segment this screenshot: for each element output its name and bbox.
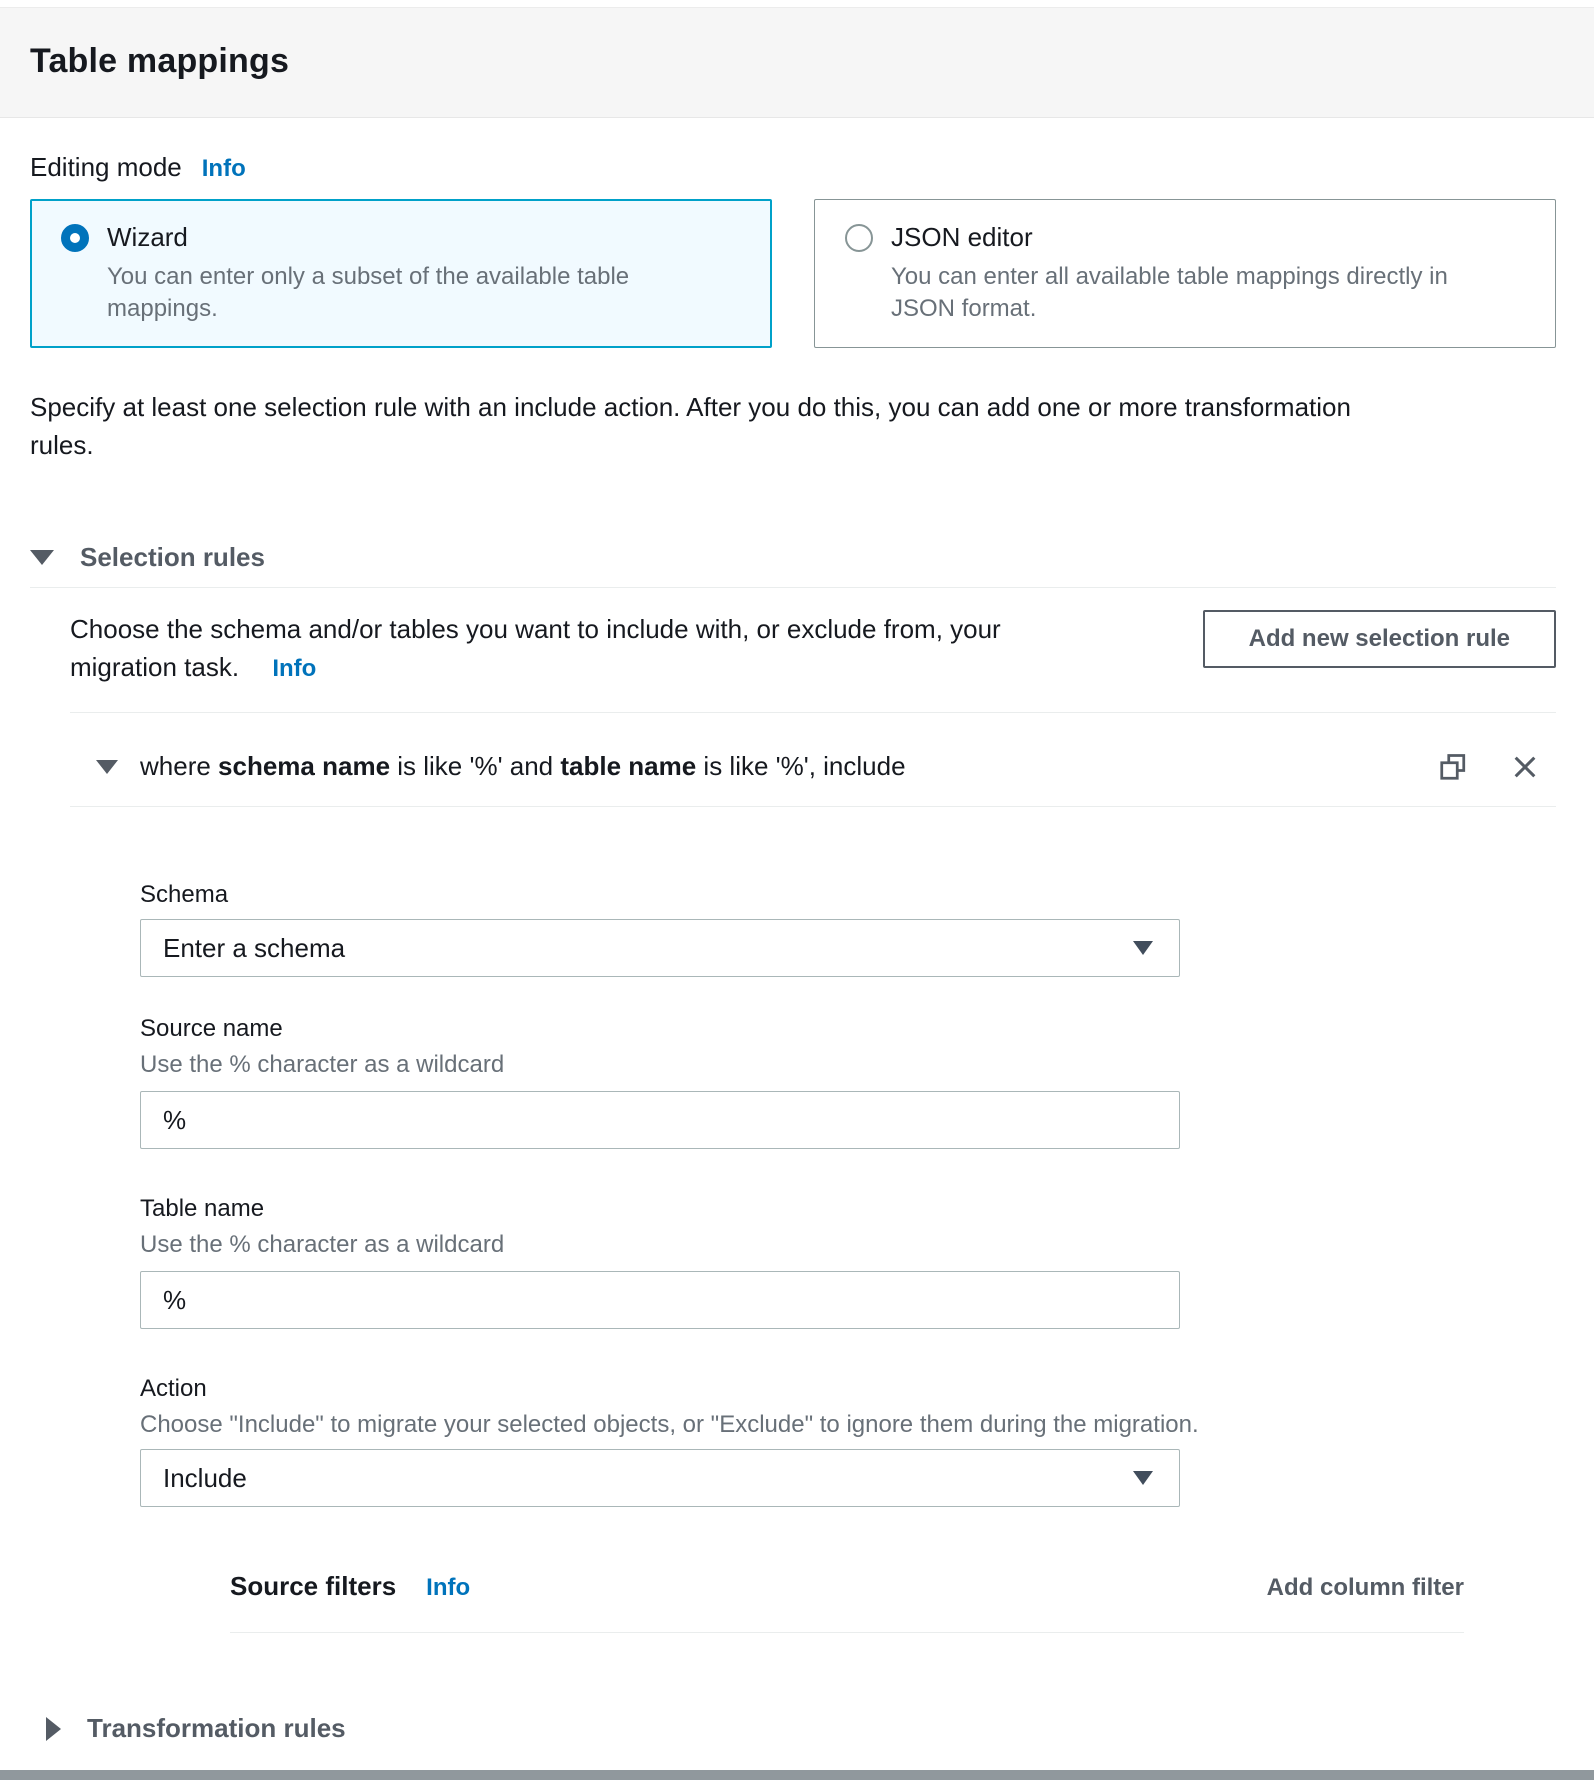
source-filters-row: [230, 1571, 1464, 1602]
table-name-label: Table name: [140, 1195, 265, 1222]
chevron-right-icon: [46, 1717, 61, 1741]
add-column-filter-button[interactable]: Add column filter: [1266, 1574, 1464, 1601]
action-hint: Choose "Include" to migrate your selected objects, or "Exclude" to ignore them during the migration.: [140, 1411, 1199, 1438]
transformation-rules-section-header[interactable]: [46, 1713, 1556, 1744]
rule-summary: [140, 751, 906, 782]
selection-rule-body: [30, 881, 1556, 1633]
source-filters-label: Source filters: [230, 1571, 397, 1601]
schema-label: Schema: [140, 881, 229, 908]
selection-rule-header: [30, 713, 1556, 806]
source-filters-divider: [230, 1632, 1464, 1633]
json-editor-radio-button[interactable]: [845, 224, 873, 252]
source-name-label: Source name: [140, 1015, 283, 1042]
action-select[interactable]: [140, 1449, 1180, 1507]
wizard-mode-description: You can enter only a subset of the available table mappings.: [107, 263, 630, 322]
rule-chevron-down-icon[interactable]: [96, 760, 118, 774]
select-caret-icon: [1133, 1471, 1153, 1485]
selection-rules-title: Selection rules: [80, 542, 265, 572]
bottom-panel-edge: [0, 1770, 1594, 1780]
intro-text: Specify at least one selection rule with an include action. After you do this, you can add one or more transformation rules.: [30, 392, 1351, 460]
wizard-radio-label: Wizard: [107, 222, 188, 252]
source-name-hint: Use the % character as a wildcard: [140, 1051, 505, 1078]
selection-rules-description: [70, 610, 1074, 688]
schema-select[interactable]: [140, 919, 1180, 977]
table-name-input[interactable]: [140, 1271, 1180, 1329]
wizard-radio-button[interactable]: [61, 224, 89, 252]
close-icon[interactable]: [1510, 752, 1540, 782]
editing-mode-cards: [30, 199, 1556, 348]
select-caret-icon: [1133, 941, 1153, 955]
selection-rules-description-text: Choose the schema and/or tables you want to include with, or exclude from, your migration task.: [70, 614, 1001, 682]
action-select-value: Include: [163, 1462, 247, 1493]
panel-header: [0, 8, 1594, 118]
rule-summary-schema: schema name: [218, 751, 391, 781]
json-editor-mode-card[interactable]: [814, 199, 1556, 348]
add-selection-rule-button[interactable]: Add new selection rule: [1203, 610, 1556, 668]
json-editor-mode-description: You can enter all available table mappings directly in JSON format.: [891, 263, 1448, 322]
page-title: Table mappings: [30, 42, 290, 80]
table-name-hint: Use the % character as a wildcard: [140, 1231, 505, 1258]
rule-summary-suffix: is like '%', include: [696, 751, 906, 781]
wizard-mode-card[interactable]: [30, 199, 772, 348]
rule-summary-table: table name: [560, 751, 697, 781]
selection-rules-toolbar: [30, 610, 1556, 688]
schema-field-group: [140, 881, 1180, 977]
source-name-input[interactable]: [140, 1091, 1180, 1149]
rule-summary-mid: is like '%' and: [390, 751, 561, 781]
selection-rules-section-header[interactable]: [30, 542, 1556, 573]
transformation-rules-title: Transformation rules: [87, 1713, 346, 1743]
panel-content: [0, 118, 1594, 1744]
selection-rules-info-link[interactable]: Info: [272, 655, 317, 682]
schema-select-value: Enter a schema: [163, 932, 346, 963]
section-divider: [30, 587, 1556, 588]
editing-mode-info-link[interactable]: Info: [201, 155, 246, 182]
source-filters-section: [230, 1571, 1464, 1633]
editing-mode-label: Editing mode: [30, 152, 182, 182]
action-field-group: [140, 1375, 1594, 1507]
source-filters-info-link[interactable]: Info: [426, 1574, 471, 1601]
rule-summary-prefix: where: [140, 751, 219, 781]
table-name-field-group: [140, 1195, 1180, 1329]
source-name-field-group: [140, 1015, 1180, 1149]
copy-icon[interactable]: [1438, 752, 1468, 782]
chevron-down-icon: [30, 550, 54, 565]
rule-actions: [1438, 752, 1548, 782]
rule-header-divider: [70, 806, 1556, 807]
action-label: Action: [140, 1375, 207, 1402]
json-editor-radio-label: JSON editor: [891, 222, 1033, 252]
wizard-mode-card-top: [61, 222, 745, 253]
editing-mode-row: [30, 152, 1556, 183]
top-edge: [0, 0, 1594, 8]
json-editor-mode-card-top: [845, 222, 1529, 253]
